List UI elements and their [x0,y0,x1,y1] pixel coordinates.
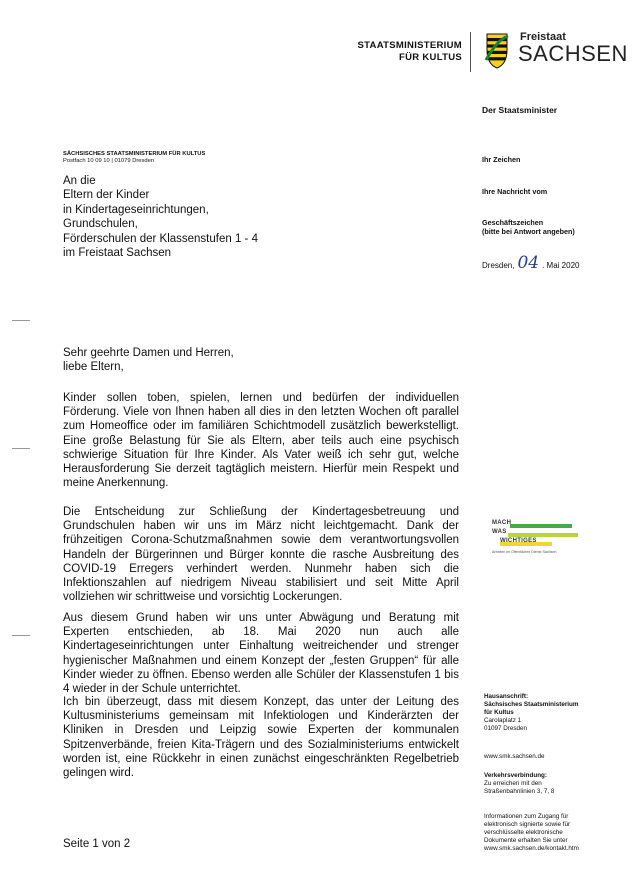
ministry-name [340,40,462,64]
info-line: elektronisch signierte sowie für [484,821,571,829]
punch-mark [12,448,30,449]
footer-verkehr [484,772,554,796]
logo-text-was: WAS [492,529,507,535]
logo-text-wichtiges: WICHTIGES [500,538,537,544]
address-line: An die [63,175,96,187]
ministry-name-line1: STAATSMINISTERIUM [357,40,462,51]
ihre-nachricht-label: Ihre Nachricht vom [482,187,548,196]
logo-subtitle: Arbeiten im Öffentlichen Dienst Sachsen [492,550,557,554]
logo-bar-green [510,524,572,528]
footer-info [484,813,579,853]
address-line: im Freistaat Sachsen [63,247,172,260]
salutation [63,346,234,374]
salutation-line1: Sehr geehrte Damen und Herren, [63,347,234,359]
body-paragraph-4: Ich bin überzeugt, dass mit diesem Konzept, das unter der Leitung des Kultusministeriums gemeinsam mit Infektiologen und Kinderärzten der Kliniken in Dresden und Leipzig sowie Experten der kommunalen Spitzenverbände, freien Kita-Trägern und des Sozialministeriums entwickelt worden ist, eine Rückkehr in einen zunächst eingeschränkten Regelbetrieb gelingen wird. [63,696,459,780]
address-line: Förderschulen der Klassenstufen 1 - 4 [63,232,258,245]
logo-bar-lime [508,533,578,537]
info-line: verschlüsselte elektronische [484,829,563,837]
info-link-contact[interactable]: www.smk.sachsen.de/kontakt.htm [484,845,579,853]
state-label-small: Freistaat [520,31,566,43]
ministry-name-line2: FÜR KULTUS [399,52,462,63]
hausanschrift-label: Hausanschrift: [484,693,529,700]
verkehr-line2: Straßenbahnlinien 3, 7, 8 [484,788,555,796]
page-number: Seite 1 von 2 [63,838,131,850]
address-line: Grundschulen, [63,218,138,231]
geschaeftszeichen-label [482,218,575,236]
info-line: Dokumente erhalten Sie unter [484,837,568,845]
body-paragraph-3: Aus diesem Grund haben wir uns unter Abwägung und Beratung mit Experten entschieden, ab 18. Mai 2020 nun auch alle Kindertageseinrichtungen unter Einhaltung weitreichender und strenger hygienischer Maßnahmen und einem Konzept der „festen Gruppen“ für alle Kinder wieder zu öffnen. Ebenso werden alle Schüler der Klassenstufen 1 bis 4 wieder in der Schule unterrichtet. [63,612,459,696]
geschaeftszeichen-note: (bitte bei Antwort angeben) [482,227,575,236]
saxony-coat-of-arms-icon [483,30,511,70]
footer-street: Carolaplatz 1 [484,717,522,725]
footer-hausanschrift [484,693,579,733]
date-month-year: . Mai 2020 [542,261,580,270]
address-line: in Kindertageseinrichtungen, [63,203,209,216]
ihr-zeichen-label: Ihr Zeichen [482,155,521,164]
mach-was-wichtiges-logo [492,520,587,560]
header-divider [470,32,471,72]
sender-line [63,151,205,165]
hausanschrift-name1: Sächsisches Staatsministerium [484,701,579,709]
geschaeftszeichen-title: Geschäftszeichen [482,218,544,227]
info-line: Informationen zum Zugang für [484,813,569,820]
verkehr-line1: Zu erreichen mit den [484,780,542,788]
hausanschrift-name2: für Kultus [484,709,514,717]
verkehr-label: Verkehrsverbindung: [484,772,547,779]
fold-mark [12,320,30,321]
address-line: Eltern der Kinder [63,189,150,202]
body-paragraph-1: Kinder sollen toben, spielen, lernen und bedürfen der individuellen Förderung. Viele von Ihnen haben all dies in den letzten Wochen oft parallel zum Homeoffice oder im familiären Schichtmodell zusätzlich bewerkstelligt. Eine große Belastung für Sie als Eltern, aber teils auch eine psychisch schwierige Situation für Ihre Kinder. Als Vater weiß ich sehr gut, welche Herausforderung Sie derzeit tagtäglich meistern. Hierfür mein Respekt und meine Anerkennung. [63,392,459,490]
fold-mark [12,635,30,636]
date-place: Dresden, [482,261,515,270]
footer-city: 01097 Dresden [484,725,528,733]
sender-name: SÄCHSISCHES STAATSMINISTERIUM FÜR KULTUS [63,151,206,157]
footer-website-link[interactable]: www.smk.sachsen.de [484,753,545,760]
recipient-address [63,174,258,260]
logo-text-mach: MACH [492,520,512,526]
minister-label: Der Staatsminister [482,105,558,115]
date-handwritten-day: 04 [517,253,540,273]
state-label-big: SACHSEN [518,41,628,66]
body-paragraph-2: Die Entscheidung zur Schließung der Kindertagesbetreuung und Grundschulen haben wir uns im März nicht leichtgemacht. Dank der frühzeitigen Corona-Schutzmaßnahmen sowie dem verantwortungsvollen Handeln der Bürgerinnen und Bürger konnte die rasche Ausbreitung des COVID-19 Erregers verhindert werden. Nunmehr haben sich die Infektionszahlen auf niedrigem Niveau stabilisiert und seit Mitte April vollziehen wir schrittweise und vorsichtig Lockerungen. [63,506,459,604]
salutation-line2: liebe Eltern, [63,361,124,373]
sender-postal: Postfach 10 09 10 | 01079 Dresden [63,158,155,164]
date-line [482,253,580,273]
